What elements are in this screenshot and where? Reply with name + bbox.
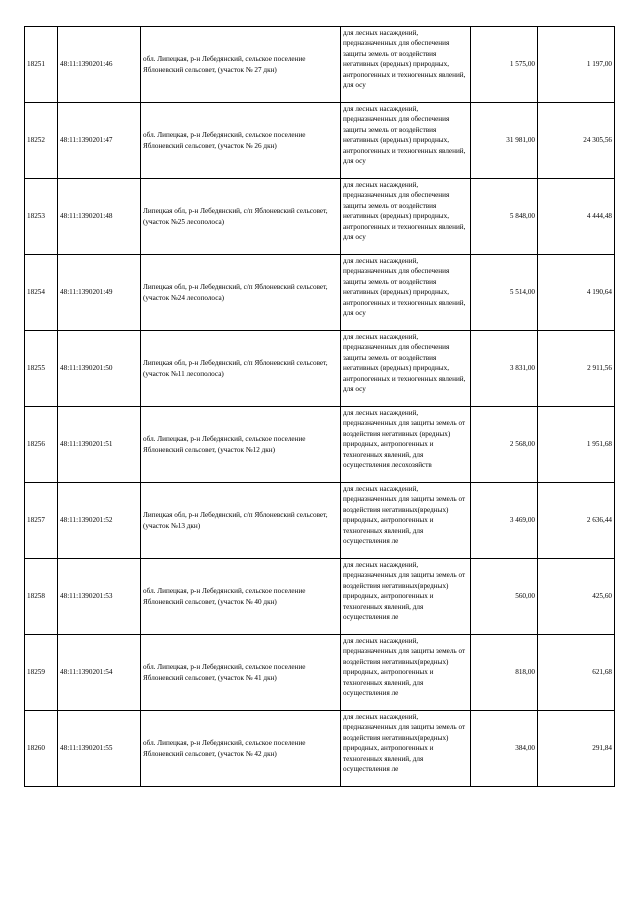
record-number-cell: 18260: [25, 711, 58, 787]
address-cell: обл. Липецкая, р-н Лебедянский, сельское поселение Яблоневский сельсовет, (участок № 27 дкн): [141, 27, 341, 103]
permitted-use-text: для лесных насаждений, предназначенных для обеспечения защиты земель от воздействия негативных (вредных) природных, антропогенных и техногенных явлений, для осу: [343, 104, 466, 165]
permitted-use-cell: [341, 407, 471, 483]
table-row: [25, 711, 615, 787]
area-cell: 818,00: [471, 635, 538, 711]
address-cell: обл. Липецкая, р-н Лебедянский, сельское поселение Яблоневский сельсовет, (участок № 41 дкн): [141, 635, 341, 711]
permitted-use-text: для лесных насаждений, предназначенных для защиты земель от воздействия негативных (вредных) природных, антропогенных и техногенных явлений, для осуществления лесохозяйств: [343, 408, 466, 469]
permitted-use-text: для лесных насаждений, предназначенных для защиты земель от воздействия негативных(вредных) природных, антропогенных и техногенных явлений, для осуществления ле: [343, 560, 466, 621]
record-number-cell: 18258: [25, 559, 58, 635]
record-number-cell: 18257: [25, 483, 58, 559]
table-row: [25, 27, 615, 103]
address-cell: обл. Липецкая, р-н Лебедянский, сельское поселение Яблоневский сельсовет, (участок № 26 дкн): [141, 103, 341, 179]
permitted-use-text: для лесных насаждений, предназначенных для защиты земель от воздействия негативных(вредных) природных, антропогенных и техногенных явлений, для осуществления ле: [343, 712, 466, 773]
table-row: [25, 179, 615, 255]
permitted-use-text: для лесных насаждений, предназначенных для обеспечения защиты земель от воздействия негативных (вредных) природных, антропогенных и техногенных явлений, для осу: [343, 332, 466, 393]
cadastral-number-cell: 48:11:1390201:50: [58, 331, 141, 407]
cadastral-value-cell: 4 190,64: [538, 255, 615, 331]
area-cell: 384,00: [471, 711, 538, 787]
cadastral-number-cell: 48:11:1390201:51: [58, 407, 141, 483]
permitted-use-cell: [341, 179, 471, 255]
cadastral-number-cell: 48:11:1390201:46: [58, 27, 141, 103]
cadastral-value-cell: 2 636,44: [538, 483, 615, 559]
area-cell: 5 514,00: [471, 255, 538, 331]
address-cell: Липецкая обл, р-н Лебедянский, с/п Яблоневский сельсовет, (участок №25 лесополоса): [141, 179, 341, 255]
cadastral-number-cell: 48:11:1390201:48: [58, 179, 141, 255]
permitted-use-text: для лесных насаждений, предназначенных для обеспечения защиты земель от воздействия негативных (вредных) природных, антропогенных и техногенных явлений, для осу: [343, 28, 466, 89]
permitted-use-cell: [341, 27, 471, 103]
address-cell: Липецкая обл, р-н Лебедянский, с/п Яблоневский сельсовет, (участок №24 лесополоса): [141, 255, 341, 331]
cadastral-number-cell: 48:11:1390201:55: [58, 711, 141, 787]
area-cell: 2 568,00: [471, 407, 538, 483]
permitted-use-text: для лесных насаждений, предназначенных для обеспечения защиты земель от воздействия негативных (вредных) природных, антропогенных и техногенных явлений, для осу: [343, 256, 466, 317]
permitted-use-text: для лесных насаждений, предназначенных для защиты земель от воздействия негативных(вредных) природных, антропогенных и техногенных явлений, для осуществления ле: [343, 636, 466, 697]
table-row: [25, 635, 615, 711]
table-row: [25, 255, 615, 331]
address-cell: Липецкая обл, р-н Лебедянский, с/п Яблоневский сельсовет, (участок №13 дкн): [141, 483, 341, 559]
cadastral-number-cell: 48:11:1390201:49: [58, 255, 141, 331]
permitted-use-text: для лесных насаждений, предназначенных для обеспечения защиты земель от воздействия негативных (вредных) природных, антропогенных и техногенных явлений, для осу: [343, 180, 466, 241]
permitted-use-cell: [341, 711, 471, 787]
record-number-cell: 18253: [25, 179, 58, 255]
area-cell: 31 981,00: [471, 103, 538, 179]
area-cell: 3 469,00: [471, 483, 538, 559]
table-row: [25, 407, 615, 483]
table-row: [25, 331, 615, 407]
cadastral-value-cell: 1 197,00: [538, 27, 615, 103]
address-cell: обл. Липецкая, р-н Лебедянский, сельское поселение Яблоневский сельсовет, (участок № 42 дкн): [141, 711, 341, 787]
table-row: [25, 103, 615, 179]
table-row: [25, 483, 615, 559]
cadastral-number-cell: 48:11:1390201:52: [58, 483, 141, 559]
record-number-cell: 18259: [25, 635, 58, 711]
cadastral-number-cell: 48:11:1390201:53: [58, 559, 141, 635]
address-cell: обл. Липецкая, р-н Лебедянский, сельское поселение Яблоневский сельсовет, (участок № 40 дкн): [141, 559, 341, 635]
cadastral-value-cell: 24 305,56: [538, 103, 615, 179]
record-number-cell: 18252: [25, 103, 58, 179]
permitted-use-cell: [341, 331, 471, 407]
cadastral-number-cell: 48:11:1390201:54: [58, 635, 141, 711]
land-register-table: [24, 26, 615, 787]
permitted-use-cell: [341, 559, 471, 635]
permitted-use-cell: [341, 103, 471, 179]
permitted-use-cell: [341, 635, 471, 711]
record-number-cell: 18256: [25, 407, 58, 483]
permitted-use-cell: [341, 255, 471, 331]
area-cell: 5 848,00: [471, 179, 538, 255]
address-cell: обл. Липецкая, р-н Лебедянский, сельское поселение Яблоневский сельсовет, (участок №12 дкн): [141, 407, 341, 483]
record-number-cell: 18255: [25, 331, 58, 407]
permitted-use-cell: [341, 483, 471, 559]
area-cell: 3 831,00: [471, 331, 538, 407]
record-number-cell: 18251: [25, 27, 58, 103]
cadastral-number-cell: 48:11:1390201:47: [58, 103, 141, 179]
table-body: [25, 27, 615, 787]
area-cell: 1 575,00: [471, 27, 538, 103]
cadastral-value-cell: 1 951,68: [538, 407, 615, 483]
record-number-cell: 18254: [25, 255, 58, 331]
address-cell: Липецкая обл, р-н Лебедянский, с/п Яблоневский сельсовет, (участок №11 лесополоса): [141, 331, 341, 407]
area-cell: 560,00: [471, 559, 538, 635]
cadastral-value-cell: 425,60: [538, 559, 615, 635]
permitted-use-text: для лесных насаждений, предназначенных для защиты земель от воздействия негативных(вредных) природных, антропогенных и техногенных явлений, для осуществления ле: [343, 484, 466, 545]
table-row: [25, 559, 615, 635]
cadastral-value-cell: 4 444,48: [538, 179, 615, 255]
cadastral-value-cell: 2 911,56: [538, 331, 615, 407]
cadastral-value-cell: 621,68: [538, 635, 615, 711]
cadastral-value-cell: 291,84: [538, 711, 615, 787]
